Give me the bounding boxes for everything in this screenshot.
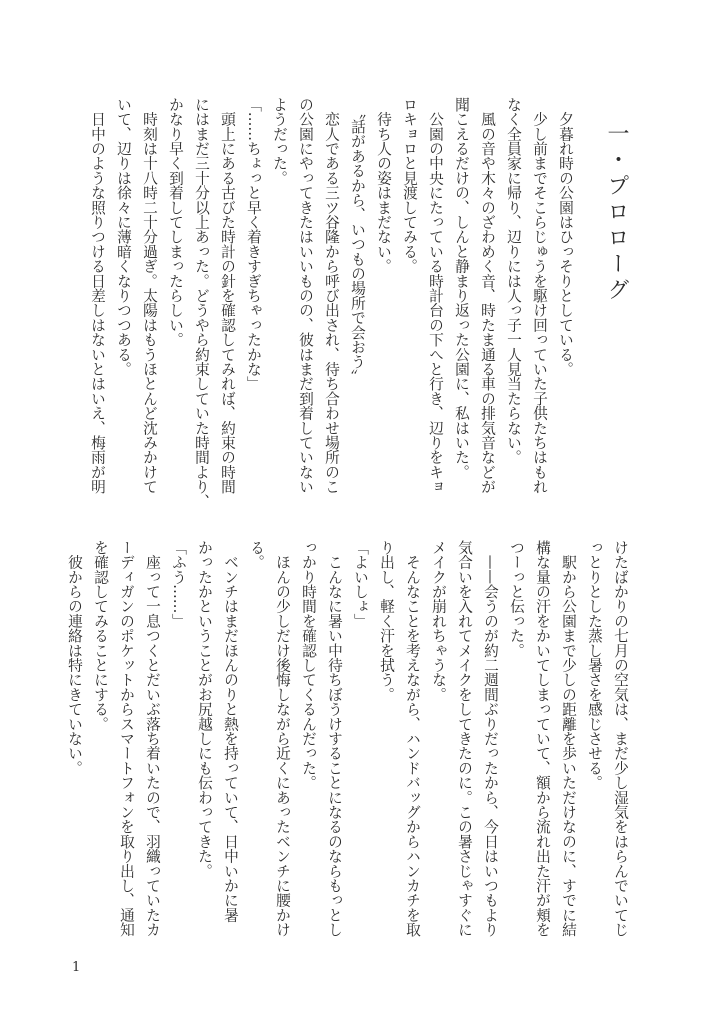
text-line: 「……ちょっと早く着きすぎちゃったかな」: [245, 97, 262, 391]
text-line: 聞こえるだけの、しんと静まり返った公園に、私はいた。: [453, 97, 470, 480]
text-line: っとりとした蒸し暑さを感じさせる。: [586, 540, 603, 790]
text-tier-bottom: [61, 540, 633, 970]
text-line: 〝話があるから、いつもの場所で会おう〟: [349, 97, 366, 384]
text-line: ロキョロと見渡してみる。: [401, 97, 418, 274]
text-tier-top: [84, 97, 578, 517]
text-line: こんなに暑い中待ちぼうけすることになるのならもっとし: [326, 540, 343, 937]
text-line: 「ふう……」: [170, 540, 187, 629]
text-line: 座って一息つくとだいぶ落ち着いたので、羽織っていたカ: [144, 540, 161, 937]
chapter-title: 一・プロローグ: [604, 122, 629, 304]
text-line: 彼からの連絡は特にきていない。: [66, 540, 83, 776]
text-line: り出し、軽く汗を拭う。: [378, 540, 395, 702]
text-line: 駅から公園まで少しの距離を歩いただけなのに、すでに結: [560, 540, 577, 937]
text-line: 頭上にある古びた時計の針を確認してみれば、約束の時間: [219, 97, 236, 494]
text-line: ーディガンのポケットからスマートフォンを取り出し、通知: [118, 540, 135, 937]
text-line: っかり時間を確認してくるんだった。: [300, 540, 317, 790]
text-line: そんなことを考えながら、ハンドバッグからハンカチを取: [404, 540, 421, 937]
text-line: 日中のような照りつける日差しはないとはいえ、梅雨が明: [89, 97, 106, 494]
text-line: ようだった。: [271, 97, 288, 186]
text-line: 「よいしょ」: [352, 540, 369, 629]
text-line: ——会うのが約二週間ぶりだったから、今日はいつもより: [482, 540, 499, 937]
text-line: ほんの少しだけ後悔しながら近くにあったベンチに腰かけ: [274, 540, 291, 937]
text-line: いて、辺りは徐々に薄暗くなりつつある。: [115, 97, 132, 377]
text-line: かったかということがお尻越しにも伝わってきた。: [196, 540, 213, 879]
text-line: る。: [248, 540, 265, 570]
text-line: 夕暮れ時の公園はひっそりとしている。: [557, 97, 574, 377]
text-line: 少し前までそこらじゅうを駆け回っていた子供たちはもれ: [531, 97, 548, 494]
text-line: 恋人である三ツ谷隆から呼び出され、待ち合わせ場所のこ: [323, 97, 340, 494]
text-line: つーっと伝った。: [508, 540, 525, 658]
text-line: を確認してみることにする。: [92, 540, 109, 732]
text-line: なく全員家に帰り、辺りには人っ子一人見当たらない。: [505, 97, 522, 465]
text-line: 公園の中央にたっている時計台の下へと行き、辺りをキョ: [427, 97, 444, 494]
text-line: 風の音や木々のざわめく音、時たま通る車の排気音などが: [479, 97, 496, 494]
text-line: かなり早く到着してしまったらしい。: [167, 97, 184, 347]
text-line: にはまだ三十分以上あった。どうやら約束していた時間より、: [193, 97, 210, 509]
text-line: メイクが崩れちゃうな。: [430, 540, 447, 702]
text-line: ベンチはまだほんのりと熱を持っていて、日中いかに暑: [222, 540, 239, 923]
text-line: の公園にやってきたはいいものの、彼はまだ到着していない: [297, 97, 314, 494]
text-line: 待ち人の姿はまだない。: [375, 97, 392, 274]
text-line: 構な量の汗をかいてしまっていて、額から流れ出た汗が頬を: [534, 540, 551, 937]
text-line: 気合いを入れてメイクをしてきたのに。この暑さじゃすぐに: [456, 540, 473, 937]
text-line: けたばかりの七月の空気は、まだ少し湿気をはらんでいてじ: [612, 540, 629, 937]
text-line: 時刻は十八時二十分過ぎ。太陽はもうほとんど沈みかけて: [141, 97, 158, 494]
page-number: 1: [72, 960, 81, 975]
